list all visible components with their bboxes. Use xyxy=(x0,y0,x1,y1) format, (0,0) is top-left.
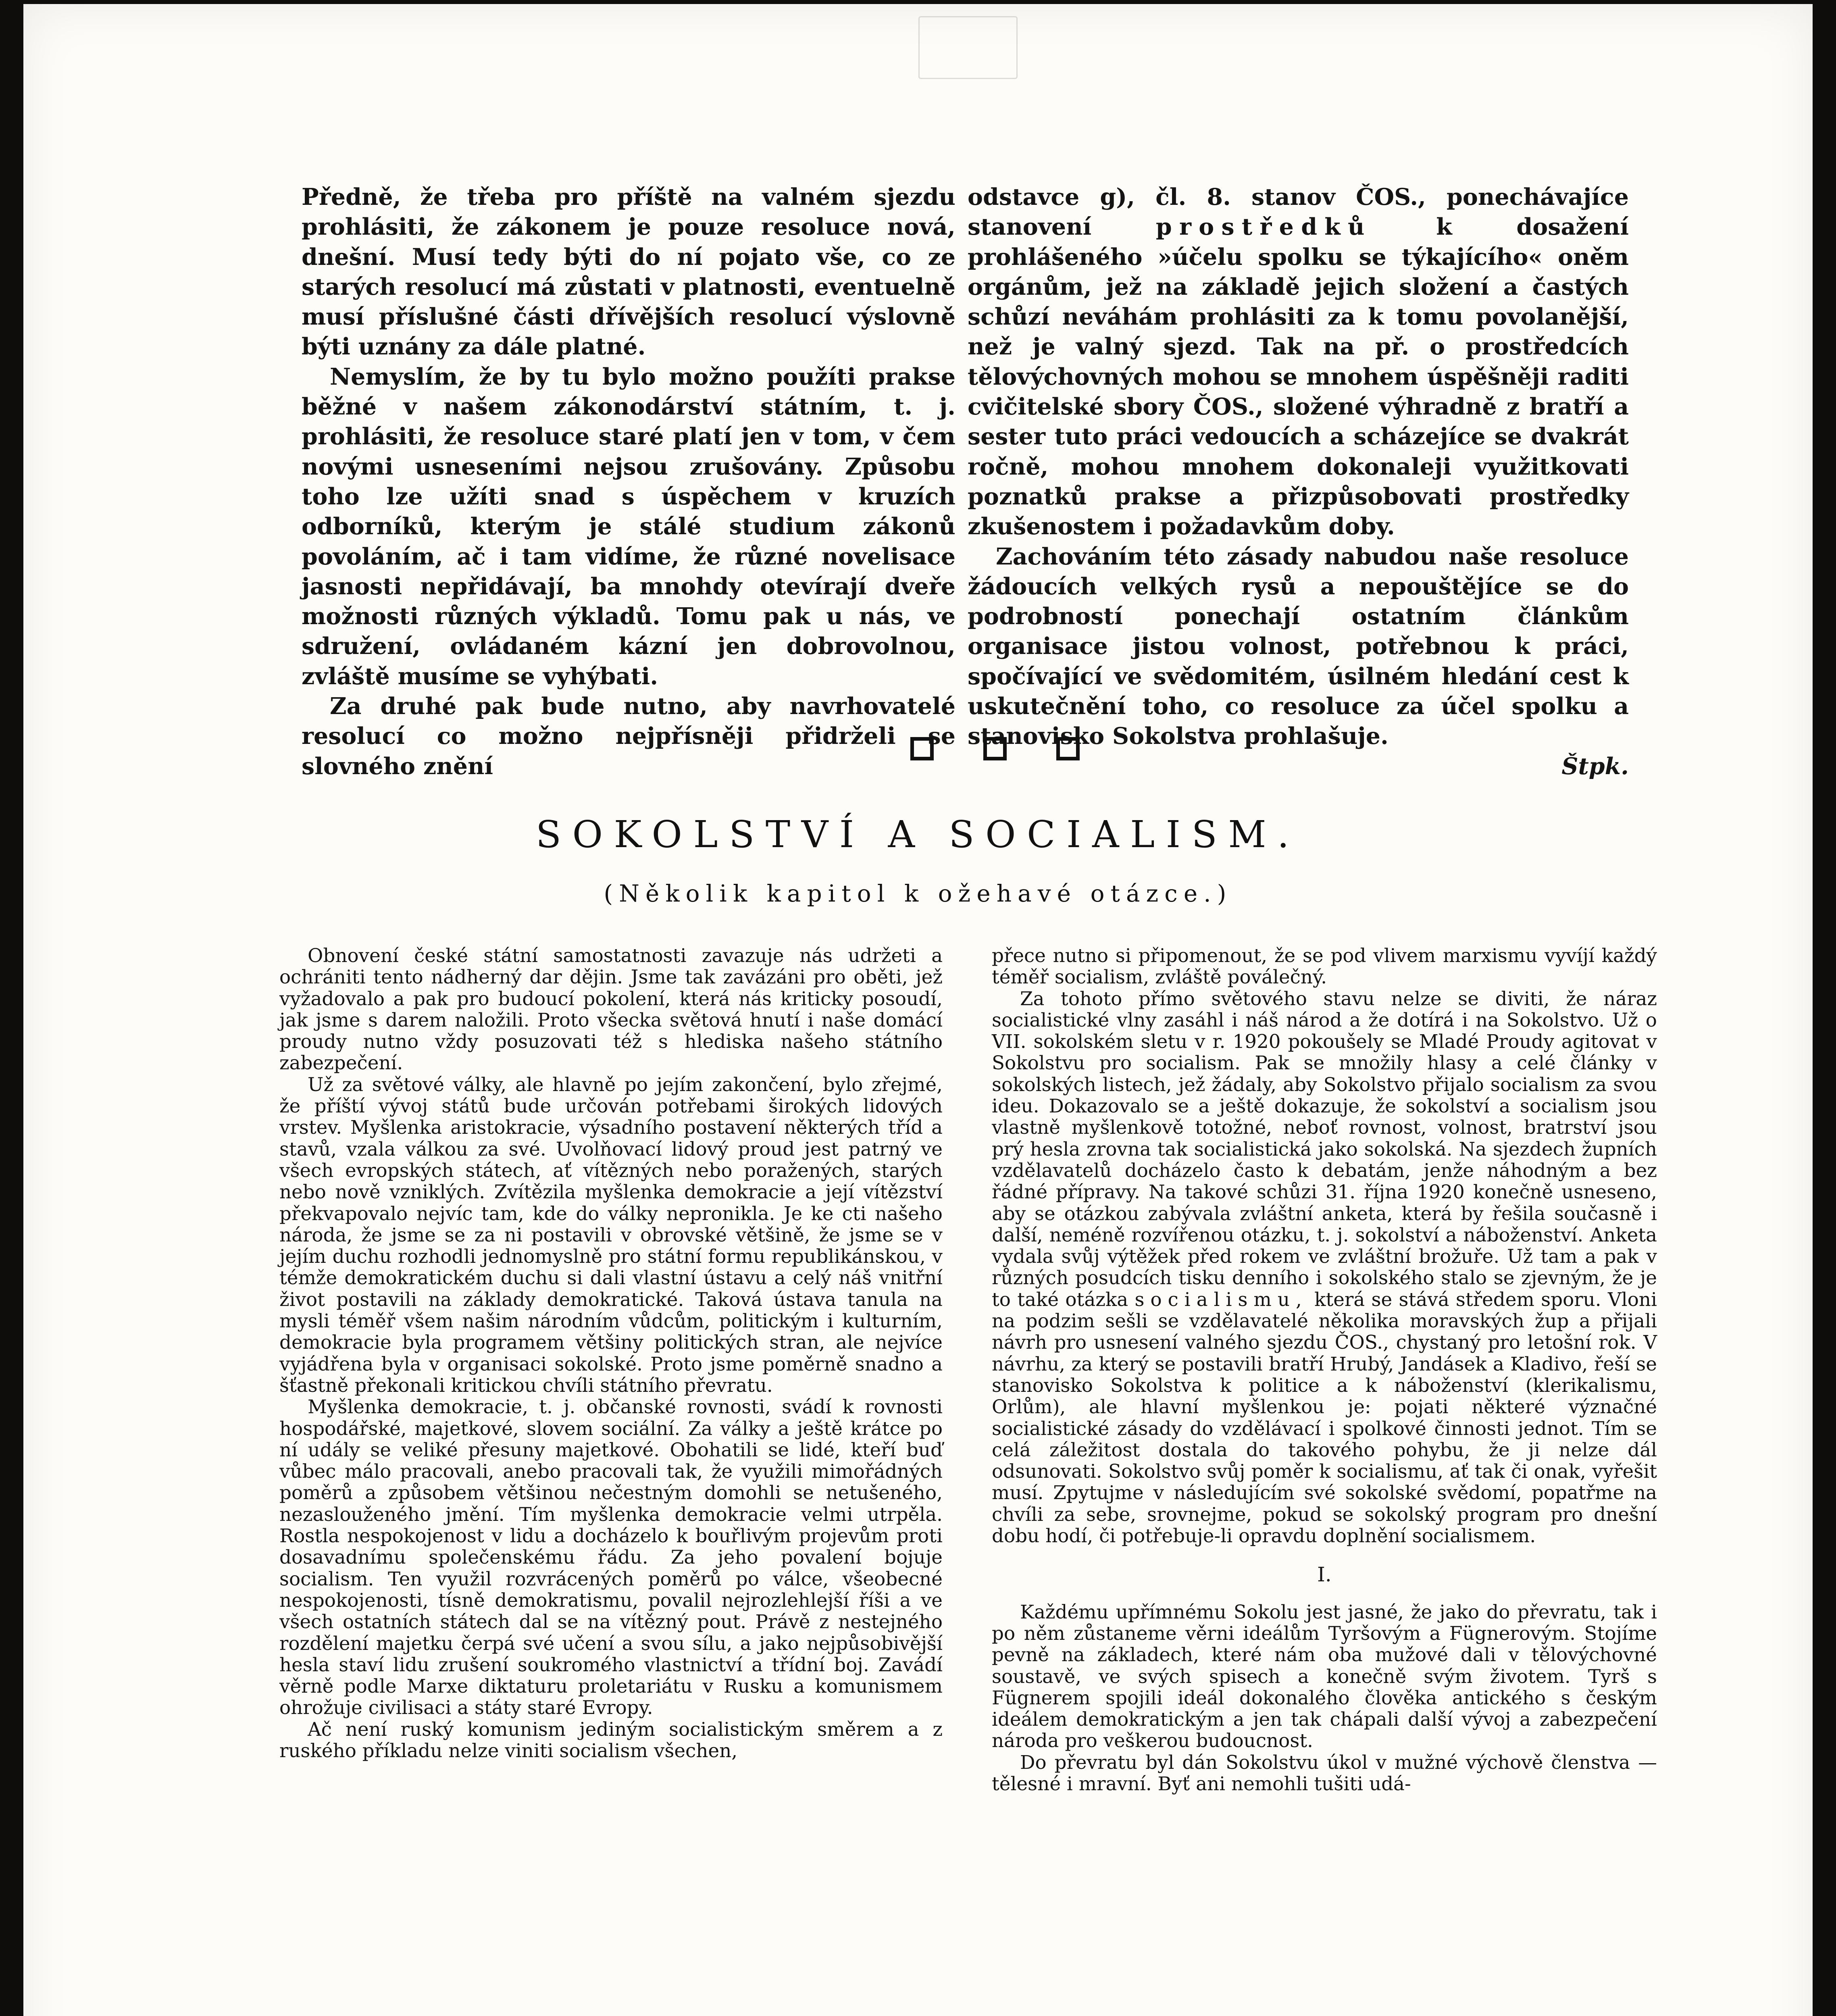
paragraph: Předně, že třeba pro příště na valném sjezdu prohlásiti, že zákonem je pouze resoluce nová, dnešní. Musí tedy býti do ní pojato vše, co ze starých resolucí má zůstati v platnosti, eventuelně musí příslušné části dřívějších resolucí výslovně býti uznány za dále platné. xyxy=(302,183,955,360)
paragraph: Ač není ruský komunism jediným socialistickým směrem a z ruského příkladu nelze viniti socialism všechen, xyxy=(279,1718,943,1762)
square-ornament-icon xyxy=(910,737,934,760)
text-run: která se stává středem sporu. Vloni na podzim sešli se vzdělavatelé několika moravských žup a přijali návrh pro usnesení valného sjezdu ČOS., chystaný pro letošní rok. V návrhu, za který se postavili bratří Hrubý, Jandásek a Kladivo, řeší se stanovisko Sokolstva k politice a k náboženství (klerikalismu, Orlům), ale hlavní myšlenkou je: pojati některé význačné socialistické zásady do vzdělávací i spolkové činnosti jednot. Tím se celá záležitost dostala do takového pohybu, že ji nelze dál odsunovati. Sokolstvo svůj poměr k socialismu, ať tak či onak, vyřešit musí. Zpytujme v následujícím své sokolské svědomí, popatřme na chvíli za sebe, srovnejme, pokud se sokolský program pro dnešní dobu hodí, či potřebuje-li opravdu doplnění socialismem. xyxy=(992,1289,1657,1547)
paragraph: Do převratu byl dán Sokolstvu úkol v mužné výchově členstva — tělesné i mravní. Byť ani nemohli tušiti udá- xyxy=(992,1752,1657,1795)
stamp-mark xyxy=(918,16,1018,79)
text-run: k dosažení prohlášeného »účelu spolku se týkajícího« oněm orgánům, jež na základě jejich složení a častých schůzí neváhám prohlásiti za k tomu povolanější, než je valný sjezd. Tak na př. o prostředcích tělovýchovných mohou se mnohem úspěšněji raditi cvičitelské sbory ČOS., složené výhradně z bratří a sester tuto práci vedoucích a scházejíce se dvakrát ročně, mohou mnohem dokonaleji využitkovati poznatků prakse a přizpůsobovati prostředky zkušenostem i požadavkům doby. xyxy=(968,213,1629,540)
paragraph: Už za světové války, ale hlavně po jejím zakončení, bylo zřejmé, že příští vývoj států bude určován potřebami širokých lidových vrstev. Myšlenka aristokracie, výsadního postavení některých tříd a stavů, vzala válkou za své. Uvolňovací lidový proud jest patrný ve všech evropských státech, ať vítězných nebo poražených, starých nebo nově vzniklých. Zvítězila myšlenka demokracie a její vítězství překvapovalo nejvíc tam, kde do války nepronikla. Je ke cti našeho národa, že jsme se za ni postavili v obrovské většině, že jsme se v jejím duchu rozhodli jednomyslně pro státní formu republikánskou, v témže demokratickém duchu si dali vlastní ústavu a celý náš vnitřní život postavili na základy demokratické. Taková ústava tanula na mysli téměř všem našim národním vůdcům, politickým i kulturním, demokracie byla programem většiny politických stran, ale nejvíce vyjádřena byla v organisaci sokolské. Proto jsme poměrně snadno a šťastně překonali kritickou chvíli státního převratu. xyxy=(279,1074,943,1397)
section-divider xyxy=(910,737,1080,760)
text-run: odstavce g), čl. 8. stanov ČOS., ponechávajíce stanovení xyxy=(968,183,1629,241)
square-ornament-icon xyxy=(983,737,1007,760)
spaced-word: prostředků xyxy=(1155,213,1372,241)
text-run: Za tohoto přímo světového stavu nelze se diviti, že náraz socialistické vlny zasáhl i náš národ a že dotírá i na Sokolstvo. Už o VII. sokolském sletu v r. 1920 pokoušely se Mladé Proudy agitovat v Sokolstvu pro socialism. Pak se množily hlasy a celé články v sokolských listech, jež žádaly, aby Sokolstvo přijalo socialism za svou ideu. Dokazovalo se a ještě dokazuje, že sokolství a socialism jsou vlastně myšlenkově totožné, neboť rovnost, volnost, bratrství jsou prý hesla zrovna tak socialistická jako sokolská. Na sjezdech župních vzdělavatelů docházelo často k debatám, jenže náhodným a bez řádné přípravy. Na takové schůzi 31. října 1920 konečně usneseno, aby se otázkou zabývala zvláštní anketa, která by řešila současně i další, neméně rozvířenou otázku, t. j. sokolství a náboženství. Anketa vydala svůj výtěžek před rokem ve zvláštní brožuře. Už tam a pak v různých posudcích tisku denního i sokolského stalo se zjevným, že je to také otázka xyxy=(992,988,1657,1311)
paragraph xyxy=(992,989,1657,1547)
body-right-column xyxy=(992,946,1657,1795)
paragraph: Nemyslím, že by tu bylo možno použíti prakse běžné v našem zákonodárství státním, t. j. prohlásiti, že resoluce staré platí jen v tom, v čem novými usneseními nejsou zrušovány. Způsobu toho lze užíti snad s úspěchem v kruzích odborníků, kterým je stálé studium zákonů povoláním, ač i tam vidíme, že různé novelisace jasnosti nepřidávají, ba mnohdy otevírají dveře možnosti různých výkladů. Tomu pak u nás, ve sdružení, ovládaném kázní jen dobrovolnou, zvláště musíme se vyhýbati. xyxy=(302,363,955,690)
author-signature: Štpk. xyxy=(1561,752,1629,780)
top-left-column xyxy=(302,182,955,781)
section-number: I. xyxy=(1317,1563,1332,1587)
paragraph: Zachováním této zásady nabudou naše resoluce žádoucích velkých rysů a nepouštějíce se do podrobností ponechají ostatním článkům organisace jistou volnost, potřebnou k práci, spočívající ve svědomitém, úsilném hledání cest k uskutečnění toho, co resoluce za účel spolku a stanovisko Sokolstva prohlašuje. xyxy=(968,543,1629,750)
page xyxy=(23,4,1813,2016)
spaced-word: socialismu, xyxy=(1134,1289,1308,1311)
body-left-column xyxy=(279,946,943,1762)
paragraph: Myšlenka demokracie, t. j. občanské rovnosti, svádí k rovnosti hospodářské, majetkové, slovem sociální. Za války a ještě krátce po ní udály se veliké přesuny majetkové. Obohatili se lidé, kteří buď vůbec málo pracovali, anebo pracovali tak, že využili mimořádných poměrů a způsobem většinou nečestným domohli se netušeného, nezaslouženého jmění. Tím myšlenka demokracie velmi utrpěla. Rostla nespokojenost v lidu a docházelo k bouřlivým projevům proti dosavadnímu společenskému řádu. Za jeho povalení bojuje socialism. Ten využil rozvrácených poměrů po válce, všeobecné nespokojenosti, tísně demokratismu, povalil nejrozlehlejší říši a ve všech ostatních státech dal se na vítězný pout. Právě z nestejného rozdělení majetku čerpá své učení a svou sílu, a jako nejpůsobivější hesla staví lidu zrušení soukromého vlastnictví a třídní boj. Zavádí věrně podle Marxe diktaturu proletariátu v Rusku a komunismem ohrožuje civilisaci a státy staré Evropy. xyxy=(279,1396,943,1719)
paragraph: Obnovení české státní samostatnosti zavazuje nás udržeti a ochrániti tento nádherný dar dějin. Jsme tak zavázáni pro oběti, jež vyžadovalo a pak pro budoucí pokolení, která nás kriticky posoudí, jak jsme s darem naložili. Proto všecka světová hnutí i naše domácí proudy nutno vždy posuzovati též s hlediska našeho státního zabezpečení. xyxy=(279,945,943,1075)
top-right-column xyxy=(968,182,1629,781)
paragraph: Každému upřímnému Sokolu jest jasné, že jako do převratu, tak i po něm zůstaneme věrni ideálům Tyršovým a Fügnerovým. Stojíme pevně na základech, které nám oba mužové dali v tělovýchovné soustavě, ve svých spisech a konečně svým životem. Tyrš s Fügnerem spojili ideál dokonalého člověka antického s českým ideálem demokratickým a jen tak chápali další vývoj a zabezpečení národa pro veškerou budoucnost. xyxy=(992,1601,1657,1752)
paragraph: přece nutno si připomenout, že se pod vlivem marxismu vyvíjí každý téměř socialism, zvláště poválečný. xyxy=(992,945,1657,989)
article-subtitle: (Několik kapitol k ožehavé otázce.) xyxy=(604,880,1232,907)
article-title: SOKOLSTVÍ A SOCIALISM. xyxy=(535,813,1301,856)
square-ornament-icon xyxy=(1056,737,1080,760)
paragraph: Za druhé pak bude nutno, aby navrhovatelé resolucí co možno nejpřísněji přidrželi se slovného znění xyxy=(302,693,955,780)
paragraph xyxy=(968,182,1629,542)
